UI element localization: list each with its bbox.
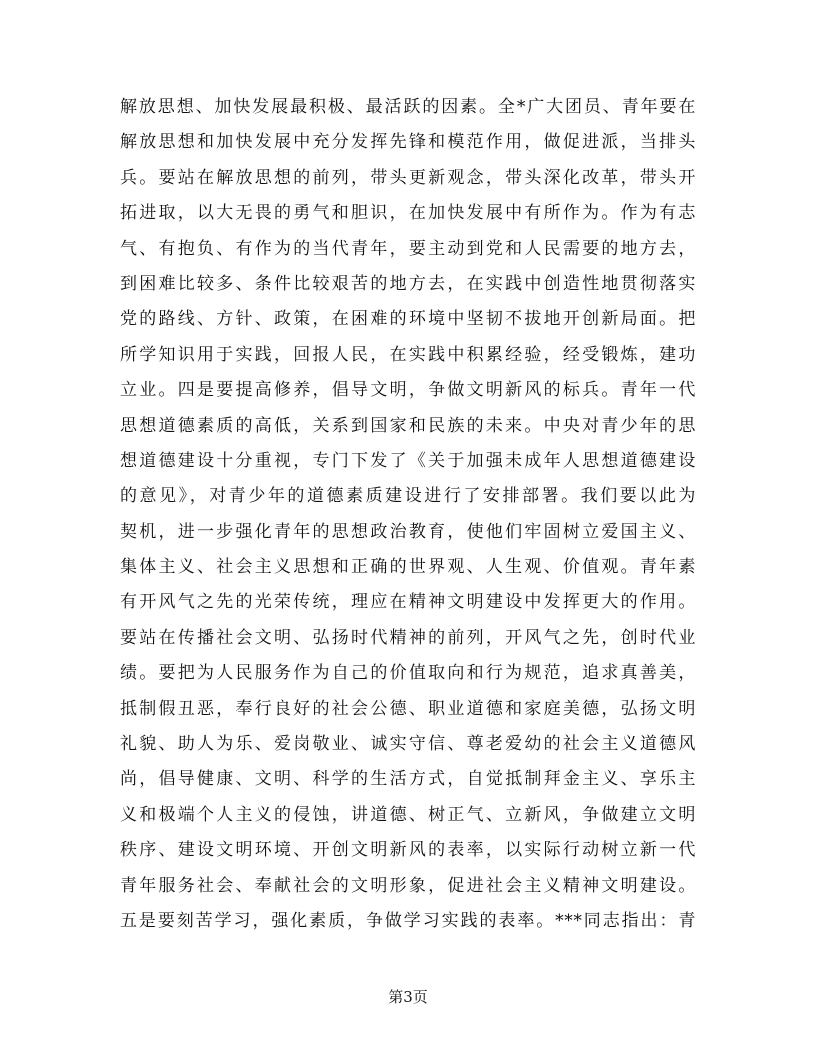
- text-line: 义和极端个人主义的侵蚀，讲道德、树正气、立新风，争做建立文明: [120, 804, 696, 825]
- text-line: 抵制假丑恶，奉行良好的社会公德、职业道德和家庭美德，弘扬文明: [120, 698, 696, 719]
- text-line: 立业。四是要提高修养，倡导文明，争做文明新风的标兵。青年一代: [120, 380, 696, 401]
- text-line: 秩序、建设文明环境、开创文明新风的表率，以实际行动树立新一代: [120, 840, 696, 861]
- text-line: 集体主义、社会主义思想和正确的世界观、人生观、价值观。青年素: [120, 557, 696, 578]
- text-line: 解放思想、加快发展最积极、最活跃的因素。全*广大团员、青年要在: [120, 97, 696, 117]
- text-line: 的意见》，对青少年的道德素质建设进行了安排部署。我们要以此为: [120, 486, 696, 507]
- text-line: 气、有抱负、有作为的当代青年，要主动到党和人民需要的地方去，: [120, 238, 696, 259]
- text-line: 五是要刻苦学习，强化素质，争做学习实践的表率。***同志指出：青: [120, 910, 696, 931]
- page-number: 第3页: [388, 988, 428, 1006]
- text-line: 绩。要把为人民服务作为自己的价值取向和行为规范，追求真善美，: [120, 663, 696, 684]
- text-line: 尚，倡导健康、文明、科学的生活方式，自觉抵制拜金主义、享乐主: [120, 769, 696, 790]
- text-line: 契机，进一步强化青年的思想政治教育，使他们牢固树立爱国主义、: [120, 521, 696, 542]
- text-line: 拓进取，以大无畏的勇气和胆识，在加快发展中有所作为。作为有志: [120, 203, 696, 224]
- text-line: 兵。要站在解放思想的前列，带头更新观念，带头深化改革，带头开: [120, 167, 696, 188]
- text-line: 解放思想和加快发展中充分发挥先锋和模范作用，做促进派，当排头: [120, 132, 696, 153]
- text-line: 到困难比较多、条件比较艰苦的地方去，在实践中创造性地贯彻落实: [120, 273, 696, 294]
- document-body: [120, 90, 696, 939]
- text-line: 有开风气之先的光荣传统，理应在精神文明建设中发挥更大的作用。: [120, 592, 696, 613]
- text-line: 礼貌、助人为乐、爱岗敬业、诚实守信、尊老爱幼的社会主义道德风: [120, 734, 696, 755]
- text-line: 想道德建设十分重视，专门下发了《关于加强未成年人思想道德建设: [120, 450, 696, 471]
- text-line: 要站在传播社会文明、弘扬时代精神的前列，开风气之先，创时代业: [120, 627, 696, 648]
- text-line: 思想道德素质的高低，关系到国家和民族的未来。中央对青少年的思: [120, 415, 696, 436]
- text-line: 所学知识用于实践，回报人民，在实践中积累经验，经受锻炼，建功: [120, 344, 696, 365]
- text-line: 党的路线、方针、政策，在困难的环境中坚韧不拔地开创新局面。把: [120, 309, 696, 330]
- text-line: 青年服务社会、奉献社会的文明形象，促进社会主义精神文明建设。: [120, 875, 696, 896]
